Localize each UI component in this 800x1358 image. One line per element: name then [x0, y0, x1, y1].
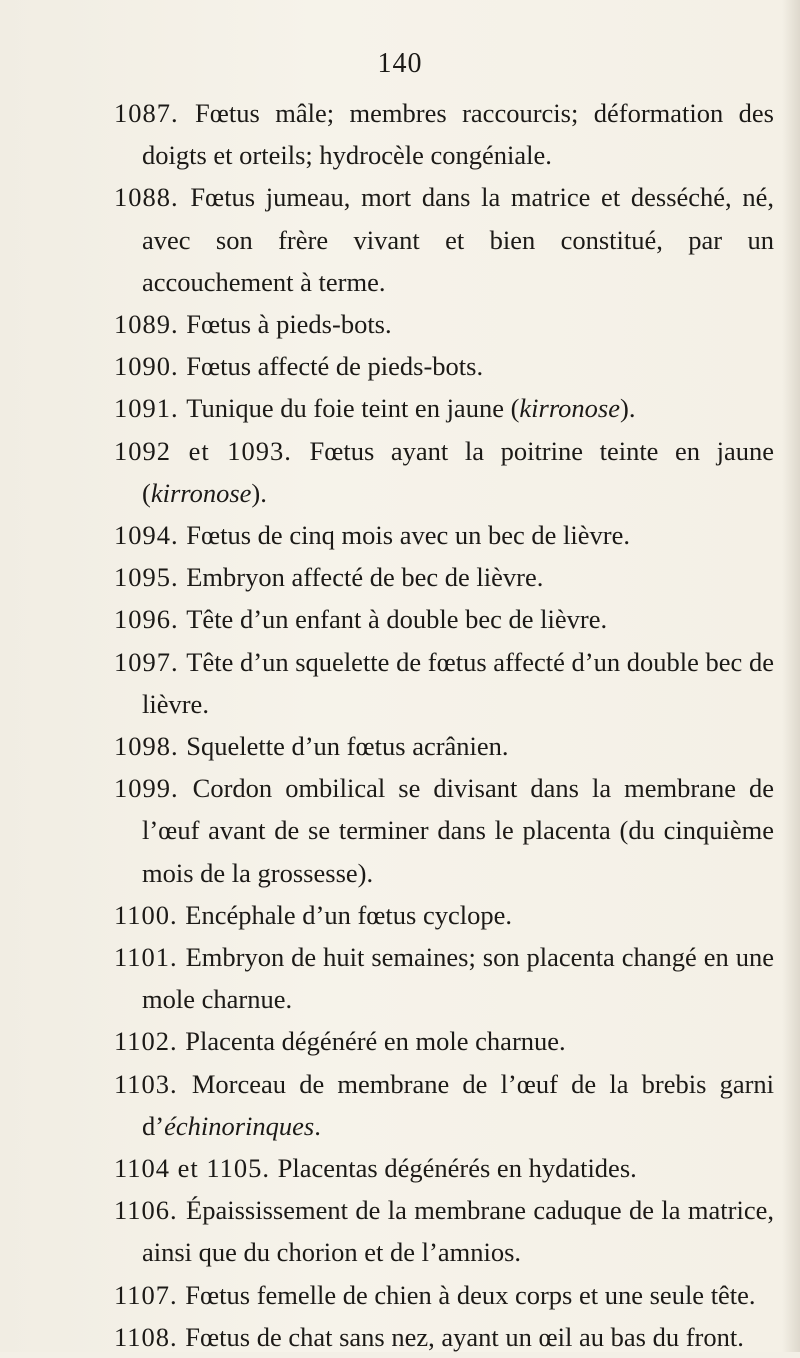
entry-number: 1092 et 1093. [114, 435, 292, 466]
entry-text: Embryon affecté de bec de lièvre. [186, 562, 544, 593]
entry-number: 1095. [114, 562, 179, 593]
catalog-entries [114, 92, 774, 1358]
catalog-entry [114, 514, 774, 556]
entry-number: 1090. [114, 351, 179, 382]
catalog-entry [114, 1020, 774, 1062]
entry-text: Cordon ombilical se divisant dans la membrane de l’œuf avant de se terminer dans le placenta (du cinquième mois de la grossesse). [142, 773, 774, 888]
entry-text: Encéphale d’un fœtus cyclope. [185, 899, 512, 930]
entry-number: 1102. [114, 1026, 178, 1057]
catalog-entry [114, 1189, 774, 1273]
entry-text: Morceau de membrane de l’œuf de la brebis garni d’ [142, 1068, 775, 1141]
entry-text: Fœtus de chat sans nez, ayant un œil au bas du front. [185, 1321, 744, 1352]
entry-text: Fœtus à pieds-bots. [186, 309, 392, 340]
entry-text-end: . [314, 1110, 321, 1141]
catalog-entry [114, 936, 774, 1020]
entry-number: 1106. [114, 1195, 178, 1226]
entry-number: 1108. [114, 1321, 178, 1352]
entry-number: 1091. [114, 393, 179, 424]
entry-text: Placentas dégénérés en hydatides. [277, 1153, 637, 1184]
entry-text: Fœtus femelle de chien à deux corps et une seule tête. [185, 1279, 756, 1310]
entry-text: Tunique du foie teint en jaune ( [186, 393, 520, 424]
catalog-entry [114, 92, 774, 176]
entry-number: 1104 et 1105. [114, 1153, 271, 1184]
catalog-entry [114, 303, 774, 345]
entry-number: 1103. [114, 1068, 178, 1099]
entry-text: Tête d’un enfant à double bec de lièvre. [186, 604, 608, 635]
entry-number: 1089. [114, 309, 179, 340]
catalog-entry [114, 894, 774, 936]
entry-italic-term: kirronose [150, 477, 252, 508]
catalog-entry [114, 1063, 774, 1147]
catalog-entry [114, 767, 774, 894]
catalog-entry [114, 1274, 774, 1316]
entry-text: Fœtus ayant la poitrine teinte en jaune ( [142, 435, 775, 508]
entry-text: Fœtus affecté de pieds-bots. [186, 351, 484, 382]
catalog-entry [114, 176, 774, 303]
entry-text: Embryon de huit semaines; son placenta changé en une mole charnue. [142, 942, 774, 1015]
entry-number: 1096. [114, 604, 179, 635]
catalog-entry [114, 387, 774, 429]
entry-number: 1088. [114, 182, 179, 213]
entry-number: 1097. [114, 646, 179, 677]
catalog-entry [114, 556, 774, 598]
entry-number: 1094. [114, 520, 179, 551]
entry-italic-term: kirronose [519, 393, 620, 424]
entry-text: Squelette d’un fœtus acrânien. [186, 731, 509, 762]
entry-text: Fœtus jumeau, mort dans la matrice et desséché, né, avec son frère vivant et bien constitué, par un accouchement à terme. [142, 182, 774, 297]
entry-text: Tête d’un squelette de fœtus affecté d’un double bec de lièvre. [142, 646, 774, 719]
entry-text: Épaississement de la membrane caduque de la matrice, ainsi que du chorion et de l’amnios. [142, 1195, 774, 1268]
entry-number: 1099. [114, 773, 179, 804]
entry-text-end: ). [620, 393, 636, 424]
entry-italic-term: échinorinques [164, 1110, 315, 1141]
entry-number: 1107. [114, 1279, 178, 1310]
page-edge-shadow [782, 0, 800, 1352]
catalog-entry [114, 345, 774, 387]
entry-number: 1098. [114, 731, 179, 762]
catalog-entry [114, 1147, 774, 1189]
entry-number: 1087. [114, 98, 179, 128]
catalog-entry [114, 598, 774, 640]
catalog-entry [114, 641, 774, 725]
entry-text: Fœtus mâle; membres raccourcis; déformation des doigts et orteils; hydrocèle congéniale. [142, 98, 774, 171]
entry-text-end: ). [251, 477, 267, 508]
entry-number: 1100. [114, 899, 178, 930]
entry-text: Fœtus de cinq mois avec un bec de lièvre. [186, 520, 630, 551]
catalog-entry [114, 430, 774, 514]
entry-text: Placenta dégénéré en mole charnue. [185, 1026, 566, 1057]
entry-number: 1101. [114, 942, 178, 973]
catalog-entry [114, 725, 774, 767]
page-number: 140 [377, 48, 423, 79]
